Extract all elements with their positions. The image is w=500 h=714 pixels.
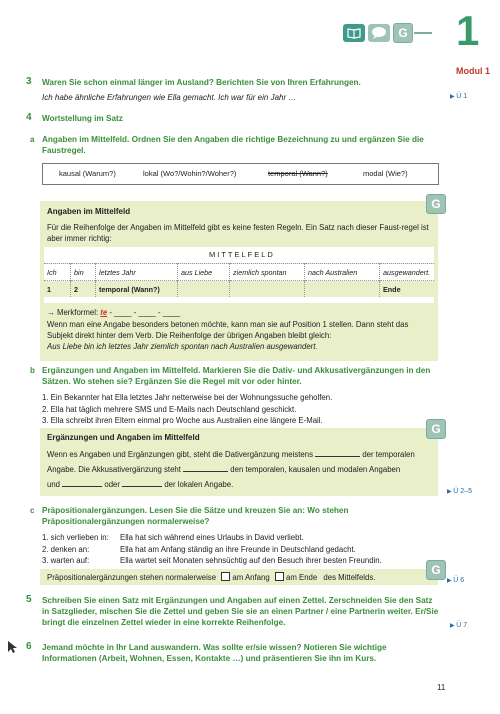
grammar-box-praepositional bbox=[40, 569, 438, 585]
blank-field[interactable] bbox=[122, 486, 162, 487]
item-label: 3. warten auf: bbox=[42, 556, 90, 565]
rule-text: oder bbox=[104, 480, 120, 489]
page-number: 11 bbox=[437, 683, 446, 692]
item-text: Ella wartet seit Monaten sehnsüchtig auf den Besuch ihrer besten Freundin. bbox=[120, 556, 382, 565]
rule-line-2 bbox=[47, 465, 400, 474]
exercise-5-text: Schreiben Sie einen Satz mit Ergänzungen und Angaben auf einen Zettel. Zerschneiden Sie den Satz in Satzglieder, mischen Sie die Zettel und geben Sie sie an einen Partner / eine Partnerin weiter. Er/Sie bringt die einzelnen Zettel wieder in eine korrekte Reihenfolge. bbox=[42, 596, 439, 627]
ref-u7[interactable]: ▶ Ü 7 bbox=[450, 622, 467, 629]
grammar-box-ergaenzungen bbox=[40, 428, 438, 496]
exercise-6-text: Jemand möchte in Ihr Land auswandern. Was sollte er/sie wissen? Notieren Sie wichtige Informationen (Arbeit, Wohnen, Essen, Kontakte …) und präsentieren Sie ihn im Kurs. bbox=[42, 643, 387, 663]
exercise-4b-instruction: Ergänzungen und Angaben im Mittelfeld. Markieren Sie die Dativ- und Akkusativergänzungen in den Sätzen. Wo stehen sie? Ergänzen Sie die Regel mit vor oder hinter. bbox=[42, 366, 431, 386]
table-cell: temporal (Wann?) bbox=[96, 281, 178, 298]
grammar-box-title: Ergänzungen und Angaben im Mittelfeld bbox=[47, 433, 200, 442]
exercise-4-title: Wortstellung im Satz bbox=[42, 114, 123, 123]
rule-text: der lokalen Angabe. bbox=[164, 480, 234, 489]
table-cell bbox=[178, 281, 230, 298]
categories-box bbox=[42, 163, 439, 185]
header-icon-bar bbox=[340, 22, 436, 44]
rule-text: Wenn man eine Angabe besonders betonen möchte, kann man sie auf Position 1 stellen. Dann steht das Subjekt direkt hinter dem Verb. Die Reihenfolge der übrigen Angaben bleibt gleich: bbox=[47, 320, 409, 340]
exercise-3-question: Waren Sie schon einmal länger im Ausland? Berichten Sie von Ihren Erfahrungen. bbox=[42, 78, 361, 87]
grammar-g-icon: G bbox=[393, 23, 413, 43]
ref-u1[interactable]: ▶ Ü 1 bbox=[450, 93, 467, 100]
category-temporal: temporal (Wann?) bbox=[268, 169, 328, 178]
grammar-g-badge: G bbox=[426, 560, 446, 580]
blank-field[interactable] bbox=[62, 486, 102, 487]
item-label: 2. denken an: bbox=[42, 544, 90, 554]
exercise-4a-letter: a bbox=[30, 135, 35, 144]
merkformel-te: te bbox=[100, 308, 108, 317]
merkformel-blanks: - ____ - ____ - ____ bbox=[109, 308, 181, 317]
category-kausal: kausal (Warum?) bbox=[59, 169, 116, 178]
rule-text: des Mittelfelds. bbox=[323, 573, 376, 582]
list-item bbox=[42, 555, 442, 567]
blank-field[interactable] bbox=[315, 456, 360, 457]
item-text: Ella hat sich während eines Urlaubs in David verliebt. bbox=[120, 533, 304, 542]
list-item: 2. Ella hat täglich mehrere SMS und E-Mails nach Deutschland geschickt. bbox=[42, 404, 297, 414]
exercise-4b-letter: b bbox=[30, 366, 35, 375]
exercise-3-number: 3 bbox=[26, 76, 32, 87]
speech-bubble-icon bbox=[368, 24, 390, 42]
table-row bbox=[44, 264, 434, 281]
list-item: 1. Ein Bekannter hat Ella letztes Jahr netterweise bei der Wohnungssuche geholfen. bbox=[42, 393, 333, 402]
exercise-4-number: 4 bbox=[26, 112, 32, 123]
blank-field[interactable] bbox=[183, 471, 228, 472]
exercise-3-example: Ich habe ähnliche Erfahrungen wie Ella gemacht. Ich war für ein Jahr … bbox=[42, 93, 297, 102]
table-cell bbox=[230, 281, 305, 298]
cursor-icon bbox=[7, 640, 17, 656]
grammar-g-badge: G bbox=[426, 194, 446, 214]
ref-u6[interactable]: ▶ Ü 6 bbox=[447, 577, 464, 584]
list-item bbox=[42, 544, 442, 556]
mittelfeld-table bbox=[44, 247, 434, 303]
table-cell: Ich bbox=[44, 264, 71, 281]
table-cell: ziemlich spontan bbox=[230, 264, 305, 281]
table-cell bbox=[305, 281, 380, 298]
exercise-4c-letter: c bbox=[30, 506, 35, 515]
rule-text: Präpositionalergänzungen stehen normalerweise bbox=[47, 573, 217, 582]
checkbox-am-ende[interactable] bbox=[275, 572, 284, 581]
exercise-6-number: 6 bbox=[26, 641, 32, 652]
header-connector-line bbox=[414, 32, 432, 34]
checkbox-am-anfang[interactable] bbox=[221, 572, 230, 581]
grammar-box-angaben bbox=[40, 201, 438, 361]
mittelfeld-grid bbox=[44, 263, 434, 297]
rule-line-1 bbox=[47, 450, 415, 459]
chapter-number: 1 bbox=[456, 7, 480, 54]
list-item: 3. Ella schreibt ihren Eltern einmal pro Woche aus Australien eine längere E-Mail. bbox=[42, 416, 323, 425]
table-cell: aus Liebe bbox=[178, 264, 230, 281]
table-cell: 1 bbox=[44, 281, 71, 298]
table-row bbox=[44, 281, 434, 298]
exercise-4a-instruction: Angaben im Mittelfeld. Ordnen Sie den Angaben die richtige Bezeichnung zu und ergänzen Sie die Faustregel. bbox=[42, 135, 424, 155]
table-cell: nach Australien bbox=[305, 264, 380, 281]
mittelfeld-label: MITTELFELD bbox=[209, 250, 275, 259]
list-item bbox=[42, 532, 442, 544]
rule-text: Wenn es Angaben und Ergänzungen gibt, steht die Dativergänzung meistens bbox=[47, 450, 313, 459]
exercise-5-number: 5 bbox=[26, 594, 32, 605]
table-cell: letztes Jahr bbox=[96, 264, 178, 281]
rule-line-3 bbox=[47, 480, 233, 489]
exercise-4c-instruction: Präpositionalergänzungen. Lesen Sie die Sätze und kreuzen Sie an: Wo stehen Präpositionalergänzungen normalerweise? bbox=[42, 506, 349, 526]
grammar-box-title: Angaben im Mittelfeld bbox=[47, 207, 131, 216]
item-label: 1. sich verlieben in: bbox=[42, 533, 109, 542]
sentence-list bbox=[42, 392, 442, 427]
grammar-box-text: Für die Reihenfolge der Angaben im Mittelfeld gibt es keine festen Regeln. Ein Satz nach dieser Faust-regel ist aber immer richtig: bbox=[47, 223, 429, 243]
category-lokal: lokal (Wo?/Wohin?/Woher?) bbox=[143, 169, 237, 178]
rule-text: den temporalen, kausalen und modalen Angaben bbox=[230, 465, 401, 474]
ref-u2-5[interactable]: ▶ Ü 2–5 bbox=[447, 488, 472, 495]
option-label: am Anfang bbox=[232, 573, 270, 582]
option-label: am Ende bbox=[286, 573, 318, 582]
modul-label: Modul 1 bbox=[456, 66, 490, 76]
table-cell: 2 bbox=[71, 281, 96, 298]
preposition-list bbox=[42, 532, 442, 567]
rule-line bbox=[47, 572, 375, 582]
book-icon bbox=[343, 24, 365, 42]
grammar-g-badge: G bbox=[426, 419, 446, 439]
merkformel-label: → Merkformel: bbox=[47, 308, 99, 317]
rule-text: Angabe. Die Akkusativergänzung steht bbox=[47, 465, 181, 474]
rule-text: der temporalen bbox=[362, 450, 415, 459]
rule-example: Aus Liebe bin ich letztes Jahr ziemlich spontan nach Australien ausgewandert. bbox=[47, 342, 318, 351]
category-modal: modal (Wie?) bbox=[363, 169, 408, 178]
merkformel bbox=[47, 308, 180, 317]
table-cell: bin bbox=[71, 264, 96, 281]
item-text: Ella hat am Anfang ständig an ihre Freunde in Deutschland gedacht. bbox=[120, 544, 356, 554]
rule-text: und bbox=[47, 480, 61, 489]
table-cell: ausgewandert. bbox=[383, 267, 431, 277]
table-cell: Ende bbox=[383, 284, 401, 294]
